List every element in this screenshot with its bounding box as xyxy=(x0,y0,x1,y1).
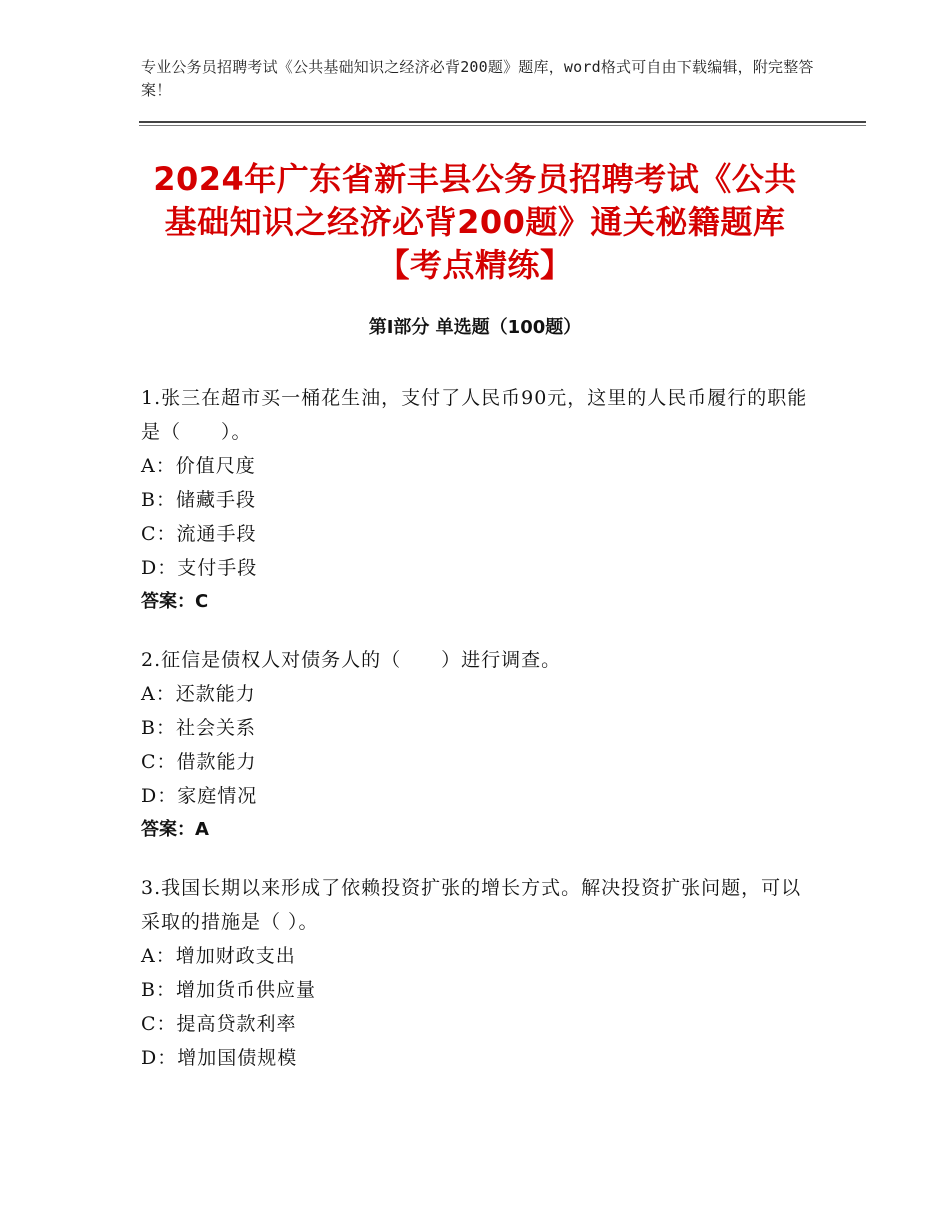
header-divider-thin xyxy=(139,125,866,126)
question-2 xyxy=(141,643,821,847)
option-a: A：还款能力 xyxy=(141,683,256,705)
section-title: 第Ⅰ部分 单选题（100题） xyxy=(368,317,582,338)
option-a: A：增加财政支出 xyxy=(141,945,296,967)
option-d: D：家庭情况 xyxy=(141,785,258,807)
question-1 xyxy=(141,381,821,619)
header-note: 专业公务员招聘考试《公共基础知识之经济必背200题》题库，word格式可自由下载编辑，附完整答案！ xyxy=(141,58,814,99)
option-d: D：增加国债规模 xyxy=(141,1047,298,1069)
option-b: B：社会关系 xyxy=(141,717,256,739)
question-3 xyxy=(141,871,821,1075)
option-b: B：储藏手段 xyxy=(141,489,256,511)
option-d: D：支付手段 xyxy=(141,557,258,579)
answer: 答案：C xyxy=(141,591,209,612)
option-a: A：价值尺度 xyxy=(141,455,256,477)
header-divider-thick xyxy=(139,121,866,123)
option-c: C：提高贷款利率 xyxy=(141,1013,297,1035)
question-text: 1.张三在超市买一桶花生油，支付了人民币90元，这里的人民币履行的职能是（ ）。 xyxy=(141,387,808,443)
document-title: 2024年广东省新丰县公务员招聘考试《公共基础知识之经济必背200题》通关秘籍题库【考点精练】 xyxy=(153,160,797,284)
question-text: 2.征信是债权人对债务人的（ ）进行调查。 xyxy=(141,649,562,671)
option-c: C：借款能力 xyxy=(141,751,257,773)
option-b: B：增加货币供应量 xyxy=(141,979,316,1001)
question-list xyxy=(141,381,821,1099)
answer: 答案：A xyxy=(141,819,209,840)
option-c: C：流通手段 xyxy=(141,523,257,545)
question-text: 3.我国长期以来形成了依赖投资扩张的增长方式。解决投资扩张问题，可以采取的措施是（ ）。 xyxy=(141,877,802,933)
